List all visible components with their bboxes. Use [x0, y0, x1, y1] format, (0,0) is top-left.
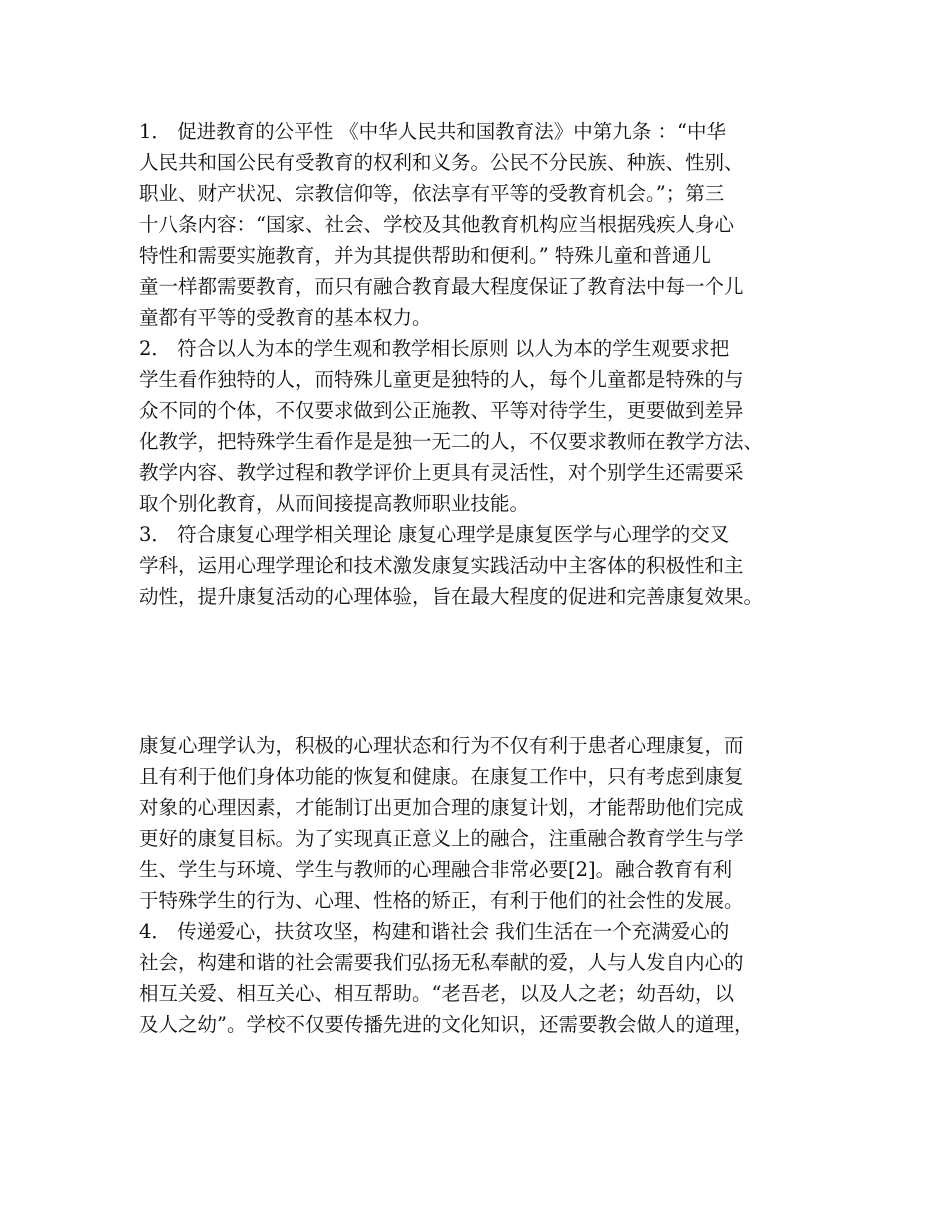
text-line: 教学内容、教学过程和教学评价上更具有灵活性，对个别学生还需要采: [139, 461, 744, 484]
paragraph-block-2: [139, 730, 829, 1040]
text-line: 十八条内容：“国家、社会、学校及其他教育机构应当根据残疾人身心: [139, 213, 734, 236]
text-line: 生、学生与环境、学生与教师的心理融合非常必要[2]。融合教育有利: [139, 858, 733, 881]
text-line: 更好的康复目标。为了实现真正意义上的融合，注重融合教育学生与学: [139, 827, 744, 850]
text-line: 2． 符合以人为本的学生观和教学相长原则 以人为本的学生观要求把: [139, 337, 730, 360]
text-line: 童都有平等的受教育的基本权力。: [139, 306, 432, 329]
text-line: 相互关爱、相互关心、相互帮助。“老吾老，以及人之老；幼吾幼，以: [139, 982, 734, 1005]
text-line: 对象的心理因素，才能制订出更加合理的康复计划，才能帮助他们完成: [139, 796, 744, 819]
text-line: 职业、财产状况、宗教信仰等，依法享有平等的受教育机会。”；第三: [139, 182, 725, 205]
text-line: 及人之幼”。学校不仅要传播先进的文化知识，还需要教会做人的道理，: [139, 1013, 754, 1036]
text-line: 4． 传递爱心，扶贫攻坚，构建和谐社会 我们生活在一个充满爱心的: [139, 920, 730, 943]
text-line: 于特殊学生的行为、心理、性格的矫正，有利于他们的社会性的发展。: [139, 889, 744, 912]
text-line: 学科，运用心理学理论和技术激发康复实践活动中主客体的积极性和主: [139, 554, 744, 577]
text-line: 且有利于他们身体功能的恢复和健康。在康复工作中，只有考虑到康复: [139, 765, 744, 788]
text-line: 1． 促进教育的公平性 《中华人民共和国教育法》中第九条 ：“中华: [139, 120, 726, 143]
text-line: 化教学，把特殊学生看作是是独一无二的人，不仅要求教师在教学方法、: [139, 430, 764, 453]
text-line: 特性和需要实施教育，并为其提供帮助和便利。” 特殊儿童和普通儿: [139, 244, 711, 267]
text-line: 童一样都需要教育，而只有融合教育最大程度保证了教育法中每一个儿: [139, 275, 744, 298]
text-line: 康复心理学认为，积极的心理状态和行为不仅有利于患者心理康复，而: [139, 734, 744, 757]
text-line: 取个别化教育，从而间接提高教师职业技能。: [139, 492, 530, 515]
text-line: 学生看作独特的人，而特殊儿童更是独特的人，每个儿童都是特殊的与: [139, 368, 744, 391]
paragraph-block-1: [139, 116, 829, 612]
text-line: 社会，构建和谐的社会需要我们弘扬无私奉献的爱，人与人发自内心的: [139, 951, 744, 974]
text-line: 人民共和国公民有受教育的权利和义务。公民不分民族、种族、性别、: [139, 151, 744, 174]
text-line: 动性，提升康复活动的心理体验，旨在最大程度的促进和完善康复效果。: [139, 585, 764, 608]
text-line: 众不同的个体，不仅要求做到公正施教、平等对待学生，更要做到差异: [139, 399, 744, 422]
text-line: 3． 符合康复心理学相关理论 康复心理学是康复医学与心理学的交叉: [139, 523, 730, 546]
